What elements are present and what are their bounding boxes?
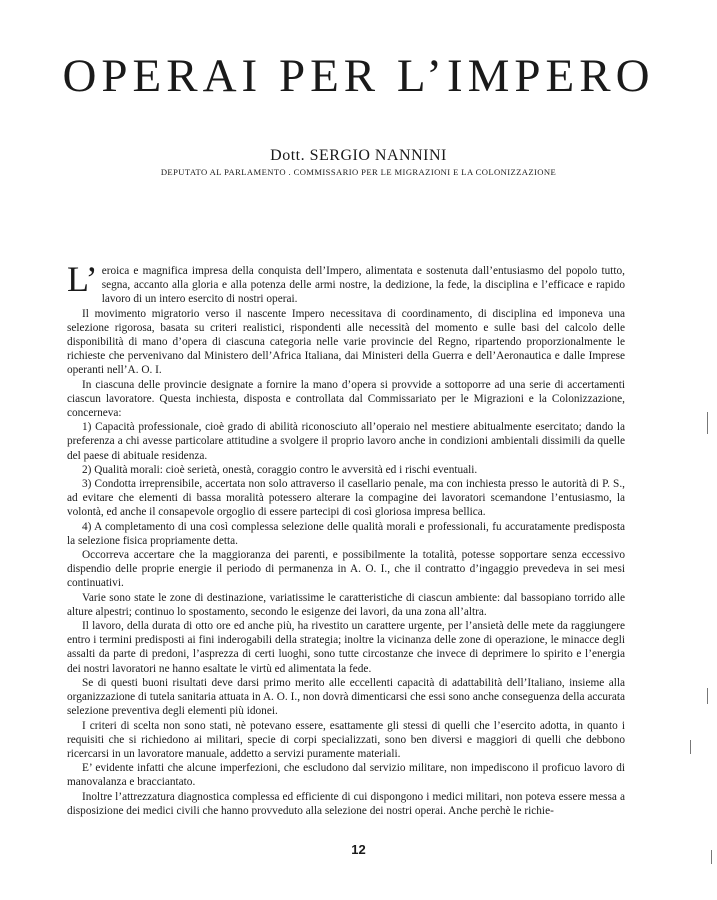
paragraph-8: I criteri di scelta non sono stati, nè potevano essere, esattamente gli stessi di quelli che l’esercito adotta, in quanto i requisiti che si richiedono ai militari, specie di corpi specializzati, sono ben diversi e maggiori di quelli che debbono ricercarsi in un lavoratore manuale, addetto a servizi puramente materiali.: [67, 719, 625, 760]
article-title: OPERAI PER L’IMPERO: [62, 50, 655, 102]
scan-mark: [690, 740, 691, 754]
list-item-4: 4) A completamento di una così complessa selezione delle qualità morali e professionali, fu accuratamente predisposta la selezione fisica propriamente detta.: [67, 520, 625, 547]
article-body: [67, 259, 625, 818]
author-role: DEPUTATO AL PARLAMENTO . COMMISSARIO PER LE MIGRAZIONI E LA COLONIZZAZIONE: [160, 167, 557, 177]
scan-mark: [707, 688, 708, 704]
paragraph-4: Occorreva accertare che la maggioranza dei parenti, e possibilmente la totalità, potesse sopportare senza eccessivo dispendio delle proprie energie il periodo di permanenza in A. O. I., che il contratto d’ingaggio prevedeva in sei mesi continuativi.: [67, 549, 625, 590]
list-item-1: 1) Capacità professionale, cioè grado di abilità riconosciuto all’operaio nel mestiere abitualmente esercitato; dando la preferenza a chi avesse particolare attitudine a svolgere il proprio lavoro anche in condizioni ambientali dissimili da quelle del paese di abituale residenza.: [67, 421, 625, 462]
scan-mark: [707, 412, 708, 434]
paragraph-2: Il movimento migratorio verso il nascente Impero necessitava di coordinamento, di disciplina ed imponeva una selezione rigorosa, basata su criteri realistici, rispondenti alle necessità del momento e sulle basi del calcolo delle disponibilità di mano d’opera di ciascuna categoria nelle varie provincie del Regno, ripartendo proporzionalmente le richieste che pervenivano dal Ministero dell’Africa Italiana, dai Ministeri della Guerra e dell’Aeronautica e dalle Imprese operanti nell’A. O. I.: [67, 307, 625, 377]
paragraph-10: Inoltre l’attrezzatura diagnostica complessa ed efficiente di cui dispongono i medici militari, non poteva essere messa a disposizione dei medici civili che hanno provveduto alla selezione dei nostri operai. Anche perchè le richie-: [67, 790, 625, 817]
drop-cap: L’: [67, 259, 98, 299]
paragraph-6: Il lavoro, della durata di otto ore ed anche più, ha rivestito un carattere urgente, per l’ansietà delle mete da raggiungere entro i termini predisposti ai fini inderogabili della strategia; inoltre la vicinanza delle zone di operazione, le minacce degli assalti da parte di predoni, l’asprezza di certi luoghi, sono tutte circostanze che invece di deprimere lo spirito e l’energia dei nostri lavoratori ne hanno esaltate le virtù ed alimentata la fede.: [67, 620, 625, 675]
list-item-3: 3) Condotta irreprensibile, accertata non solo attraverso il casellario penale, ma con inchiesta presso le autorità di P. S., ad evitare che elementi di bassa moralità potessero alterare la compagine dei lavoratori scemandone l’entusiasmo, la volontà, ed anche il consapevole orgoglio di essere partecipi di così gloriosa impresa bellica.: [67, 478, 625, 519]
paragraph-7: Se di questi buoni risultati deve darsi primo merito alle eccellenti capacità di adattabilità dell’Italiano, insieme alla organizzazione di tutela sanitaria attuata in A. O. I., non dovrà dimenticarsi che essi sono anche conseguenza della accurata selezione preventiva degli elementi più idonei.: [67, 676, 625, 718]
page-number: 12: [351, 842, 366, 857]
scan-mark: [711, 850, 712, 864]
author-name: Dott. SERGIO NANNINI: [270, 147, 447, 164]
list-item-2: 2) Qualità morali: cioè serietà, onestà, coraggio contro le avversità ed i rischi eventuali.: [82, 463, 478, 476]
paragraph-9: E’ evidente infatti che alcune imperfezioni, che escludono dal servizio militare, non impediscono il proficuo lavoro di manovalanza e bracciantato.: [67, 762, 625, 789]
paragraph-1-text: eroica e magnifica impresa della conquista dell’Impero, alimentata e sostenuta dall’entusiasmo del popolo tutto, segna, accanto alla gloria e alla potenza delle armi nostre, la dedizione, la fede, la disciplina e l’efficace e rapido lavoro di un intero esercito di nostri operai.: [101, 265, 625, 306]
paragraph-5: Varie sono state le zone di destinazione, variatissime le caratteristiche di ciascun ambiente: dal bassopiano torrido alle alture alpestri; continuo lo spostamento, secondo le esigenze dei lavori, da una zona all’altra.: [67, 591, 625, 618]
paragraph-3: In ciascuna delle provincie designate a fornire la mano d’opera si provvide a sottoporre ad una serie di accertamenti ciascun lavoratore. Questa inchiesta, disposta e controllata dal Commissariato per le Migrazioni e la Colonizzazione, concerneva:: [67, 378, 625, 420]
paragraph-1: [67, 259, 625, 307]
